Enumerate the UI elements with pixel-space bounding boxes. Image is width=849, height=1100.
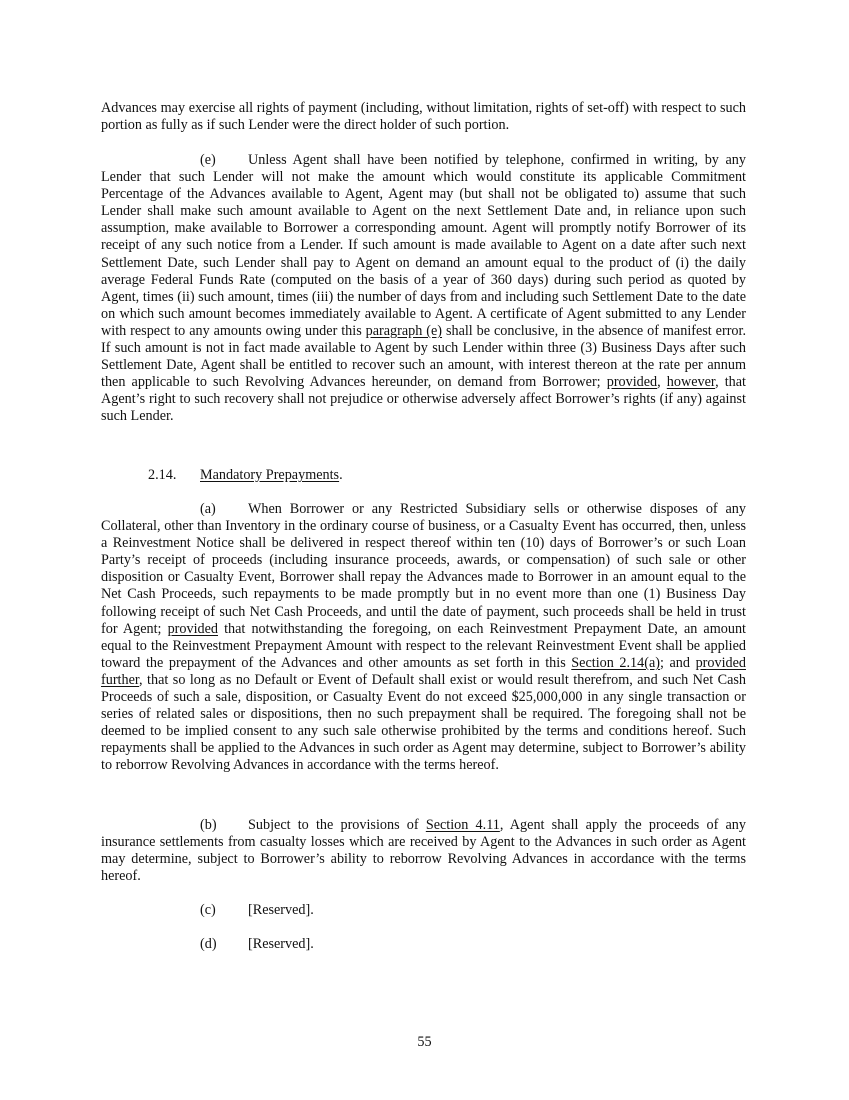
paragraph-b-label: (b) [200,817,217,833]
section-number: 2.14. [148,467,177,483]
section-reference: Section 2.14(a) [571,654,660,671]
section-reference: Section 4.11 [425,817,500,833]
however-term: however [666,374,716,391]
intro-paragraph: Advances may exercise all rights of payment (including, without limitation, rights of set-off) with respect to such portion as fully as if such Lender were the direct holder of such portion. [101,100,746,134]
paragraph-a-text-3: ; and [660,654,696,671]
provided-term: provided [167,620,218,637]
section-title: Mandatory Prepayments [200,467,340,483]
paragraph-c-label: (c) [200,902,216,918]
paragraph-a [101,501,746,775]
paragraph-e-text-2: shall be conclusive, in the absence of manifest error. If such amount is not in fact made available to Agent by such Lender within three (3) Business Days after such Settlement Date, Agent shall be entitled to recover such an amount, with interest thereon at the rate per annum then applicable to such Revolving Advances hereunder, on demand from Borrower; [101,322,746,391]
provided-term: provided [606,374,658,391]
paragraph-e-reference: paragraph (e) [365,322,443,339]
paragraph-b-text-2: , Agent shall apply the proceeds of any insurance settlements from casualty losses which are received by Agent to the Advances in such order as Agent may determine, subject to Borrower’s ability to reborrow Revolving Advances in accordance with the terms hereof. [101,817,746,885]
paragraph-a-text-1: When Borrower or any Restricted Subsidiary sells or otherwise disposes of any Collateral, other than Inventory in the ordinary course of business, or a Casualty Event has occurred, then, unless a Reinvestment Notice shall be delivered in respect thereof within ten (10) days of Borrower’s or such Loan Party’s receipt of proceeds (including insurance proceeds, awards, or compensation) of such sale or other disposition or Casualty Event, Borrower shall repay the Advances made to Borrower in an amount equal to the Net Cash Proceeds, such repayments to be made promptly but in no event more than one (1) Business Day following receipt of such Net Cash Proceeds, and until the date of payment, such proceeds shall be held in trust for Agent; [101,501,746,637]
paragraph-e-label: (e) [200,152,216,168]
section-title-period: . [339,467,343,483]
paragraph-c [200,902,314,919]
paragraph-d [200,936,314,953]
provided-term: provided [695,654,746,671]
paragraph-d-text: [Reserved]. [248,936,314,952]
paragraph-a-text-2: that notwithstanding the foregoing, on each Reinvestment Prepayment Date, an amount equal to the Reinvestment Prepayment Amount with respect to the relevant Reinvestment Event shall be applied toward the prepayment of the Advances and other amounts as set forth in this [101,620,746,671]
paragraph-b [101,817,746,885]
paragraph-e-text-3: , that Agent’s right to such recovery shall not prejudice or otherwise adversely affect Borrower’s rights (if any) against such Lender. [101,374,746,425]
paragraph-b-text-1: Subject to the provisions of [248,817,426,833]
paragraph-a-label: (a) [200,501,216,517]
page-number: 55 [417,1034,432,1050]
section-heading [148,467,343,484]
further-term: further [101,671,140,688]
paragraph-e [101,152,746,426]
paragraph-d-label: (d) [200,936,217,952]
separator: , [657,374,667,391]
paragraph-a-text-4: , that so long as no Default or Event of Default shall exist or would result therefrom, and such Net Cash Proceeds of such a sale, disposition, or Casualty Event do not exceed $25,000,000 in any single transaction or series of related sales or dispositions, then no such prepayment shall be required. The foregoing shall not be deemed to be implied consent to any such sale otherwise prohibited by the terms and conditions hereof. Such repayments shall be applied to the Advances in such order as Agent may determine, subject to Borrower’s ability to reborrow Revolving Advances in accordance with the terms hereof. [101,671,746,774]
paragraph-e-text-1: Unless Agent shall have been notified by telephone, confirmed in writing, by any Lender that such Lender will not make the amount which would constitute its applicable Commitment Percentage of the Advances available to Agent, Agent may (but shall not be obligated to) assume that such Lender shall make such amount available to Agent on the next Settlement Date and, in reliance upon such assumption, make available to Borrower a corresponding amount. Agent will promptly notify Borrower of its receipt of any such notice from a Lender. If such amount is made available to Agent on a date after such next Settlement Date, such Lender shall pay to Agent on demand an amount equal to the product of (i) the daily average Federal Funds Rate (computed on the basis of a year of 360 days) during such period as quoted by Agent, times (ii) such amount, times (iii) the number of days from and including such Settlement Date to the date on which such amount becomes immediately available to Agent. A certificate of Agent submitted to any Lender with respect to any amounts owing under this [101,152,746,339]
paragraph-c-text: [Reserved]. [248,902,314,918]
